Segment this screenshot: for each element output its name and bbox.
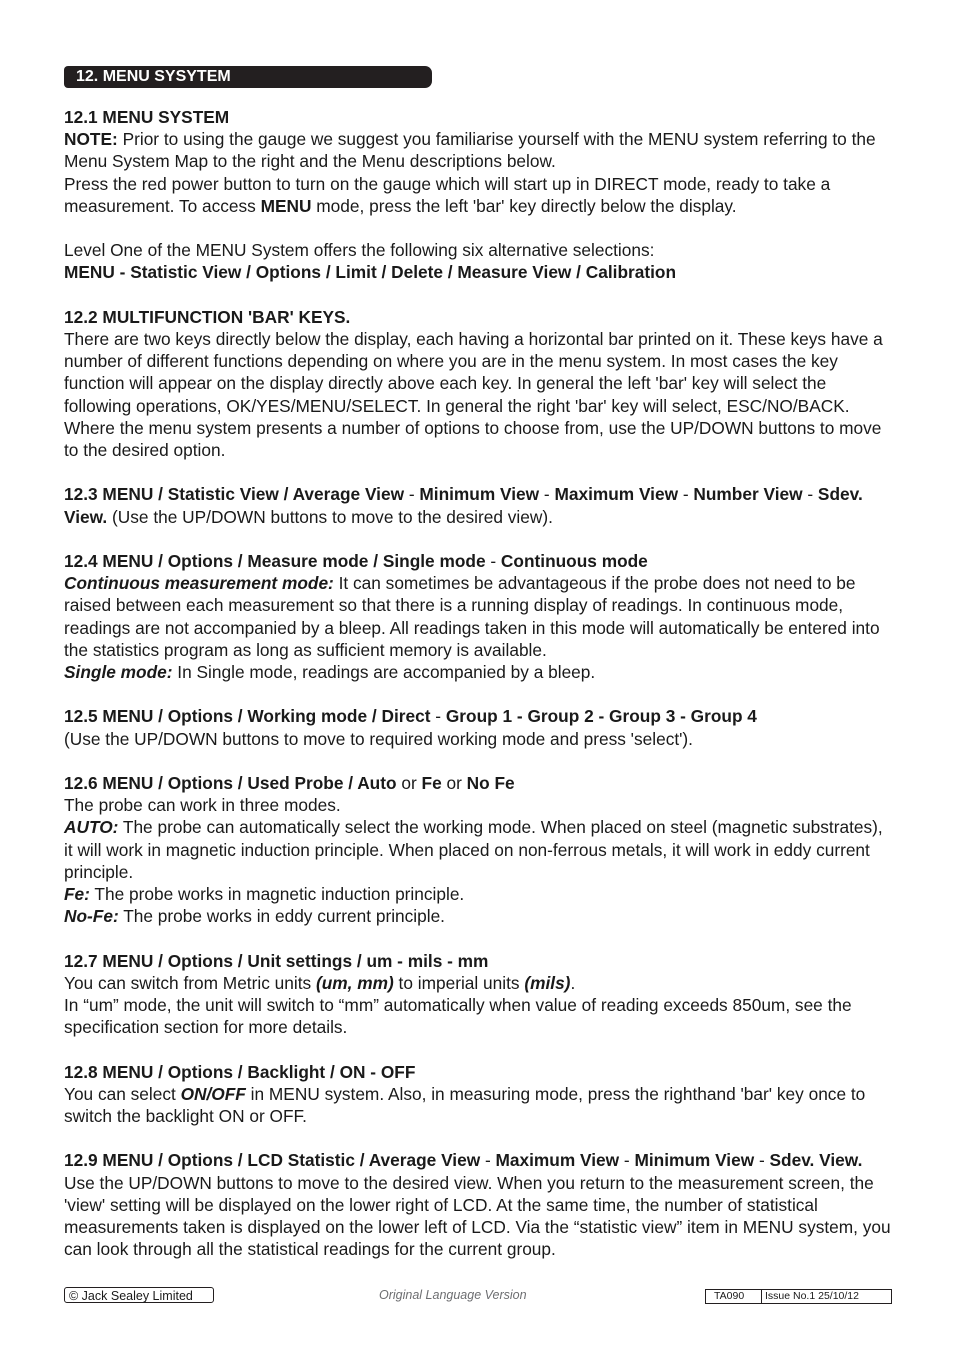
heading-12-8: 12.8 MENU / Options / Backlight / ON - OFF [64, 1061, 416, 1082]
heading-12-1: 12.1 MENU SYSTEM [64, 107, 230, 127]
heading-12-5: 12.5 MENU / Options / Working mode / Direct - Group 1 - Group 2 - Group 3 - Group 4 [64, 706, 757, 727]
heading-12-2: 12.2 MULTIFUNCTION 'BAR' KEYS. [64, 306, 351, 327]
copyright-text: © Jack Sealey Limited [69, 1289, 193, 1303]
level-one-paragraph: Level One of the MENU System offers the following six alternative selections: [64, 240, 655, 261]
document-body [64, 106, 894, 1260]
bar-keys-paragraph: There are two keys directly below the display, each having a horizontal bar printed on it. These keys have a number of different functions depending on where you are in the menu system. In most cases the key function will appear on the display directly above each key. In general the left 'bar' key will select the following operations, OK/YES/MENU/SELECT. In general the right 'bar' key will select, ESC/NO/BACK. Where the menu system presents a number of options to choose from, use the UP/DOWN buttons to move to the desired option. [64, 329, 883, 461]
section-title: 12. MENU SYSYTEM [76, 68, 231, 85]
nofe-paragraph: No-Fe: The probe works in eddy current principle. [64, 906, 445, 927]
backlight-paragraph: You can select ON/OFF in MENU system. Also, in measuring mode, press the righthand 'bar' key once to switch the backlight ON or OFF. [64, 1083, 866, 1127]
issue-box [705, 1289, 892, 1304]
heading-12-9: 12.9 MENU / Options / LCD Statistic / Average View - Maximum View - Minimum View - Sdev. View. [64, 1150, 863, 1171]
working-mode-paragraph: (Use the UP/DOWN buttons to move to required working mode and press 'select'). [64, 728, 693, 749]
product-code: TA090 [706, 1290, 762, 1303]
heading-12-7: 12.7 MENU / Options / Unit settings / um - mils - mm [64, 950, 489, 971]
single-mode-paragraph: Single mode: In Single mode, readings are accompanied by a bleep. [64, 662, 596, 683]
note-label: NOTE: [64, 129, 118, 150]
um-mode-paragraph: In “um” mode, the unit will switch to “mm” automatically when value of reading exceeds 850um, see the specification section for more details. [64, 995, 852, 1038]
copyright-box [64, 1287, 214, 1303]
lcd-statistic-paragraph: Use the UP/DOWN buttons to move to the desired view. When you return to the measurement screen, the 'view' setting will be displayed on the lower right of LCD. At the same time, the number of statistical measurements taken is displayed on the lower left of LCD. Via the “statistic view” item in MENU system, you can look through all the statistical readings for the current group. [64, 1172, 891, 1260]
level-one-list: MENU - Statistic View / Options / Limit / Delete / Measure View / Calibration [64, 262, 677, 283]
units-paragraph: You can switch from Metric units (um, mm) to imperial units (mils). [64, 972, 576, 993]
section-header-bar [64, 66, 432, 88]
issue-number: Issue No.1 25/10/12 [765, 1290, 859, 1302]
heading-12-4: 12.4 MENU / Options / Measure mode / Single mode - Continuous mode [64, 551, 648, 571]
heading-12-6: 12.6 MENU / Options / Used Probe / Auto or Fe or No Fe [64, 773, 515, 793]
probe-intro: The probe can work in three modes. [64, 795, 341, 816]
fe-paragraph: Fe: The probe works in magnetic induction principle. [64, 884, 465, 905]
auto-paragraph: AUTO: The probe can automatically select the working mode. When placed on steel (magnetic substrates), it will work in magnetic induction principle. When placed on non-ferrous metals, it will work in eddy current principle. [64, 817, 883, 882]
language-version: Original Language Version [379, 1288, 527, 1302]
power-paragraph: Press the red power button to turn on the gauge which will start up in DIRECT mode, ready to take a measurement. To access MENU mode, press the left 'bar' key directly below the display. [64, 173, 831, 216]
section-12-3: 12.3 MENU / Statistic View / Average View - Minimum View - Maximum View - Number View - Sdev. View. (Use the UP/DOWN buttons to move to the desired view). [64, 484, 863, 527]
note-paragraph: NOTE: Prior to using the gauge we suggest you familiarise yourself with the MENU system referring to the Menu System Map to the right and the Menu descriptions below. [64, 129, 876, 172]
continuous-mode-paragraph: Continuous measurement mode: It can sometimes be advantageous if the probe does not need to be raised between each measurement so that there is a running display of readings. In continuous mode, readings are not accompanied by a bleep. All readings taken in this mode will automatically be entered into the statistics program as long as sufficient memory is available. [64, 573, 880, 660]
